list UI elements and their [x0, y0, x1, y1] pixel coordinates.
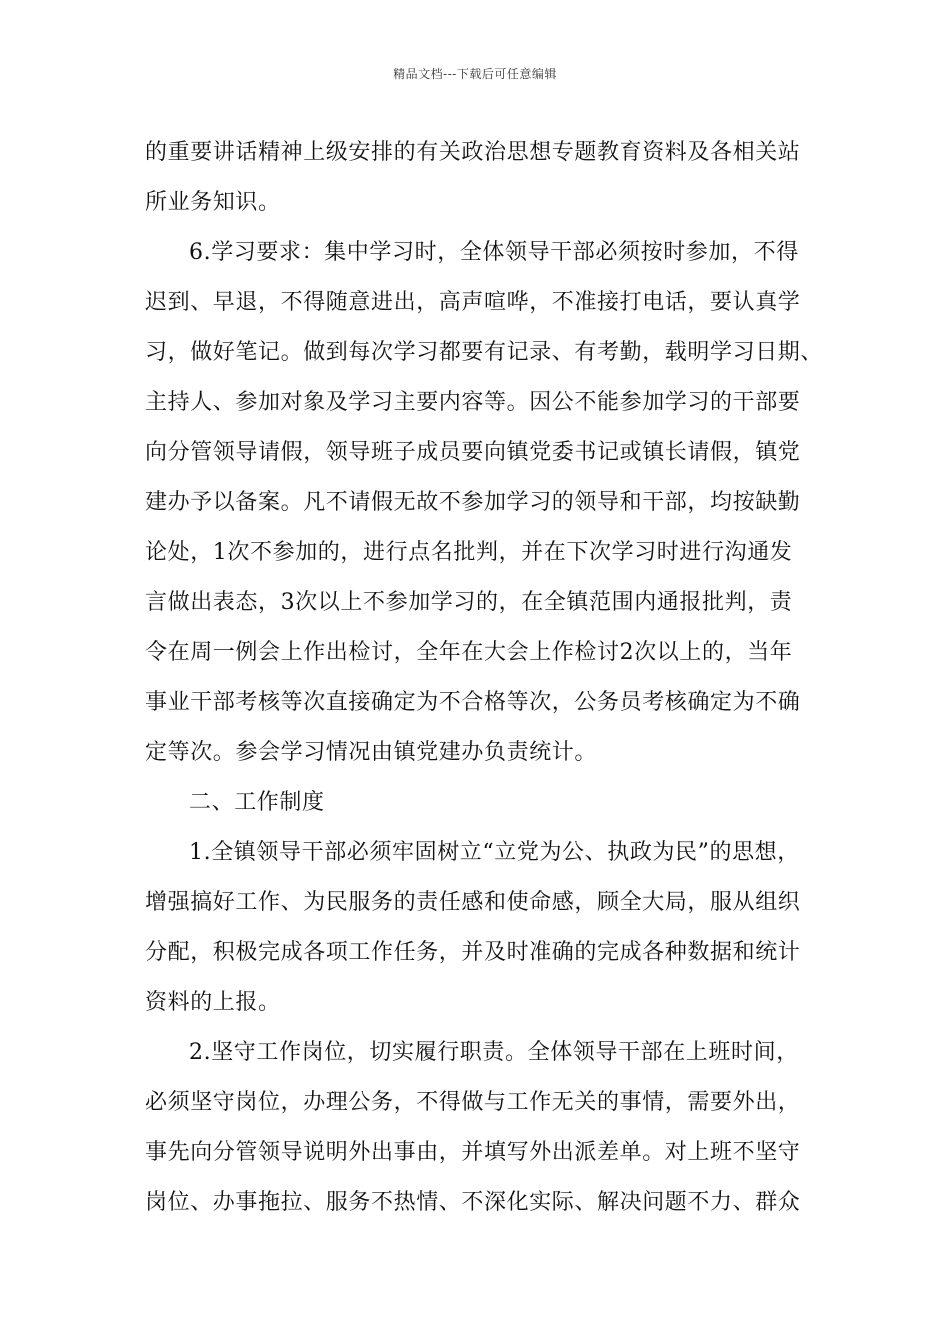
page-header: 精品文档---下载后可任意编辑 [393, 67, 557, 81]
text-line: 言做出表态，3次以上不参加学习的，在全镇范围内通报批判，责 [145, 590, 793, 615]
text-line: 所业务知识。 [145, 190, 281, 215]
text-line: 主持人、参加对象及学习主要内容等。因公不能参加学习的干部要 [145, 390, 801, 415]
text-line: 习，做好笔记。做到每次学习都要有记录、有考勤，载明学习日期、 [145, 340, 824, 365]
text-line: 定等次。参会学习情况由镇党建办负责统计。 [145, 740, 598, 765]
text-line: 建办予以备案。凡不请假无故不参加学习的领导和干部，均按缺勤 [145, 490, 801, 515]
text-line: 向分管领导请假，领导班子成员要向镇党委书记或镇长请假，镇党 [145, 440, 801, 465]
paragraph-rule-1: 1.全镇领导干部必须牢固树立“立党为公、执政为民”的思想， [189, 840, 800, 865]
text-line: 的重要讲话精神上级安排的有关政治思想专题教育资料及各相关站 [145, 140, 801, 165]
text-line: 资料的上报。 [145, 990, 281, 1015]
text-line: 必须坚守岗位，办理公务，不得做与工作无关的事情，需要外出， [145, 1090, 801, 1115]
paragraph-study-requirements: 6.学习要求：集中学习时，全体领导干部必须按时参加，不得 [189, 240, 799, 265]
text-line: 事先向分管领导说明外出事由，并填写外出派差单。对上班不坚守 [145, 1140, 801, 1165]
text-line: 分配，积极完成各项工作任务，并及时准确的完成各种数据和统计 [145, 940, 801, 965]
text-line: 增强搞好工作、为民服务的责任感和使命感，顾全大局，服从组织 [145, 890, 801, 915]
text-line: 令在周一例会上作出检讨，全年在大会上作检讨2次以上的，当年 [145, 640, 793, 665]
paragraph-rule-2: 2.坚守工作岗位，切实履行职责。全体领导干部在上班时间， [189, 1040, 799, 1065]
document-body [145, 128, 824, 1228]
text-line: 迟到、早退，不得随意进出，高声喧哗，不准接打电话，要认真学 [145, 290, 801, 315]
text-line: 事业干部考核等次直接确定为不合格等次，公务员考核确定为不确 [145, 690, 801, 715]
text-line: 岗位、办事拖拉、服务不热情、不深化实际、解决问题不力、群众 [145, 1190, 801, 1215]
text-line: 论处，1次不参加的，进行点名批判，并在下次学习时进行沟通发 [145, 540, 793, 565]
section-heading-work-rules: 二、工作制度 [189, 790, 325, 815]
